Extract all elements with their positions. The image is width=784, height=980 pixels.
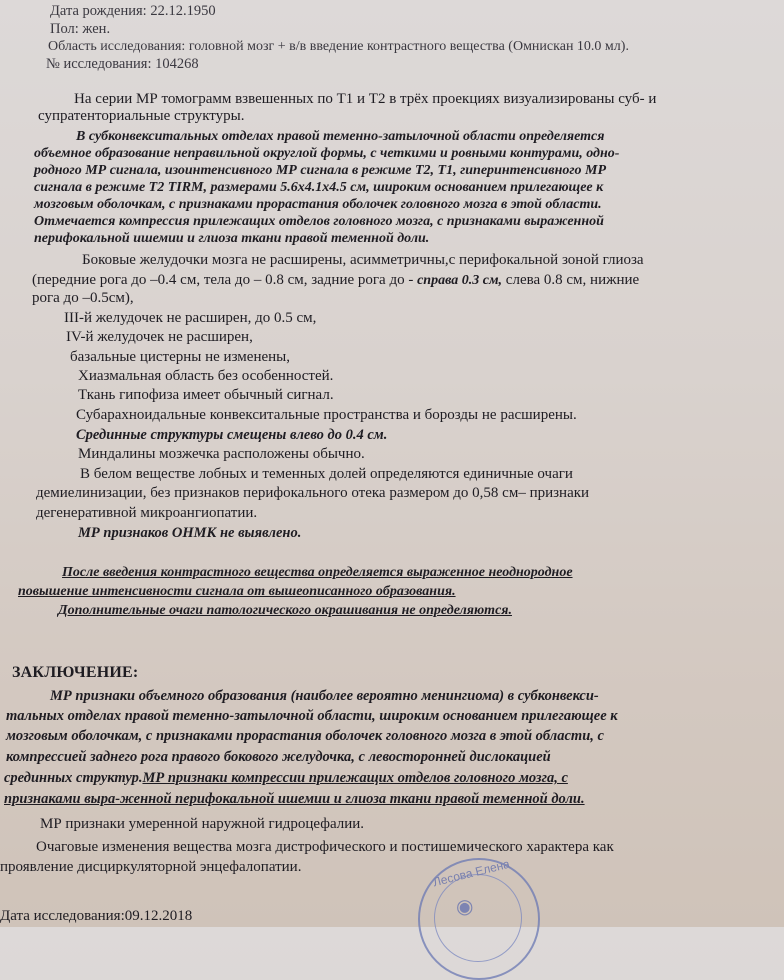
ventricles-line-2c: слева 0.8 см, нижние [505,272,640,288]
ventricles-line-2a: (передние рога до –0.4 см, тела до – 0.8 см, задние рога до - [32,272,414,288]
finding-line-2: объемное образование неправильной округлой формы, с четкими и ровными контурами, одно- [34,146,620,161]
study-area: Область исследования: головной мозг + в/в введение контрастного вещества (Омнискан 10.0 мл). [48,39,629,54]
white-matter-line-1: В белом веществе лобных и теменных долей определяются единичные очаги [80,466,573,482]
eye-icon: ◉ [456,894,474,918]
basal-cisterns: базальные цистерны не изменены, [70,349,290,365]
conclusion-line-3: мозговым оболочкам, с признаками прорастания оболочек головного мозга в этой области, с [6,728,604,744]
fourth-ventricle: IV-й желудочек не расширен, [66,329,253,345]
stamp-inner-ring [434,874,522,962]
sex: Пол: жен. [50,21,111,37]
finding-line-3: родного МР сигнала, изоинтенсивного МР сигнала в режиме Т2, Т1, гиперинтенсивного МР [34,163,607,178]
conclusion-line-8: Очаговые изменения вещества мозга дистрофического и постишемического характера как [36,839,614,855]
conclusion-line-5 [4,769,568,787]
conclusion-line-5a: срединных структур. [4,770,143,786]
conclusion-line-4: компрессией заднего рога правого бокового желудочка, с левосторонней дислокацией [6,749,551,765]
stamp-text: Лесова Елена [431,856,512,890]
conclusion-line-6: признаками выра-женной перифокальной ишемии и глиоза ткани правой теменной доли. [4,791,585,807]
study-number: № исследования: 104268 [46,56,199,72]
doctor-stamp [418,858,540,980]
intro-line-1: На серии МР томограмм взвешенных по Т1 и Т2 в трёх проекциях визуализированы суб- и [74,91,657,107]
midline-shift: Срединные структуры смещены влево до 0.4 см. [76,427,388,443]
ventricles-line-2 [32,271,639,290]
cerebellar-tonsils: Миндалины мозжечка расположены обычно. [78,446,365,462]
finding-line-1: В субконвекситальных отделах правой теменно-затылочной области определяется [76,129,605,144]
conclusion-title: ЗАКЛЮЧЕНИЕ: [12,664,139,681]
ventricles-line-1: Боковые желудочки мозга не расширены, асимметричны,с перифокальной зоной глиоза [82,252,644,268]
ventricles-right-horn: справа 0.3 см, [417,273,503,288]
conclusion-line-9: проявление дисциркуляторной энцефалопатии. [0,859,302,875]
ventricles-line-3: рога до –0.5см), [32,290,134,306]
finding-line-5: мозговым оболочкам, с признаками прорастания оболочек головного мозга в этой области. [34,197,602,212]
white-matter-line-3: дегенеративной микроангиопатии. [36,505,258,521]
pituitary: Ткань гипофиза имеет обычный сигнал. [78,387,334,403]
intro-line-2: супратенториальные структуры. [38,108,245,124]
no-stroke-signs: МР признаков ОНМК не выявлено. [78,525,302,541]
conclusion-line-7: МР признаки умеренной наружной гидроцефалии. [40,816,365,832]
subarachnoid-spaces: Субарахноидальные конвекситальные пространства и борозды не расширены. [76,407,577,423]
conclusion-line-2: тальных отделах правой теменно-затылочной области, широким основанием прилегающее к [6,708,618,724]
exam-date: Дата исследования:09.12.2018 [0,908,193,924]
conclusion-line-5b: МР признаки компрессии прилежащих отделов головного мозга, с [142,770,568,786]
birth-date: Дата рождения: 22.12.1950 [50,3,216,19]
third-ventricle: III-й желудочек не расширен, до 0.5 см, [64,310,317,326]
conclusion-line-1: МР признаки объемного образования (наиболее вероятно менингиома) в субконвекси- [50,688,599,704]
contrast-line-3: Дополнительные очаги патологического окрашивания не определяются. [58,603,512,618]
finding-line-4: сигнала в режиме Т2 TIRM, размерами 5.6х4.1х4.5 см, широким основанием прилегающее к [34,180,604,195]
contrast-line-2: повышение интенсивности сигнала от вышеописанного образования. [18,584,456,599]
contrast-line-1: После введения контрастного вещества определяется выраженное неоднородное [62,565,573,580]
chiasmal-area: Хиазмальная область без особенностей. [78,368,334,384]
white-matter-line-2: демиелинизации, без признаков перифокального отека размером до 0,58 см– признаки [36,485,590,501]
finding-line-7: перифокальной ишемии и глиоза ткани правой теменной доли. [34,231,430,246]
finding-line-6: Отмечается компрессия прилежащих отделов головного мозга, с признаками выраженной [34,214,604,229]
